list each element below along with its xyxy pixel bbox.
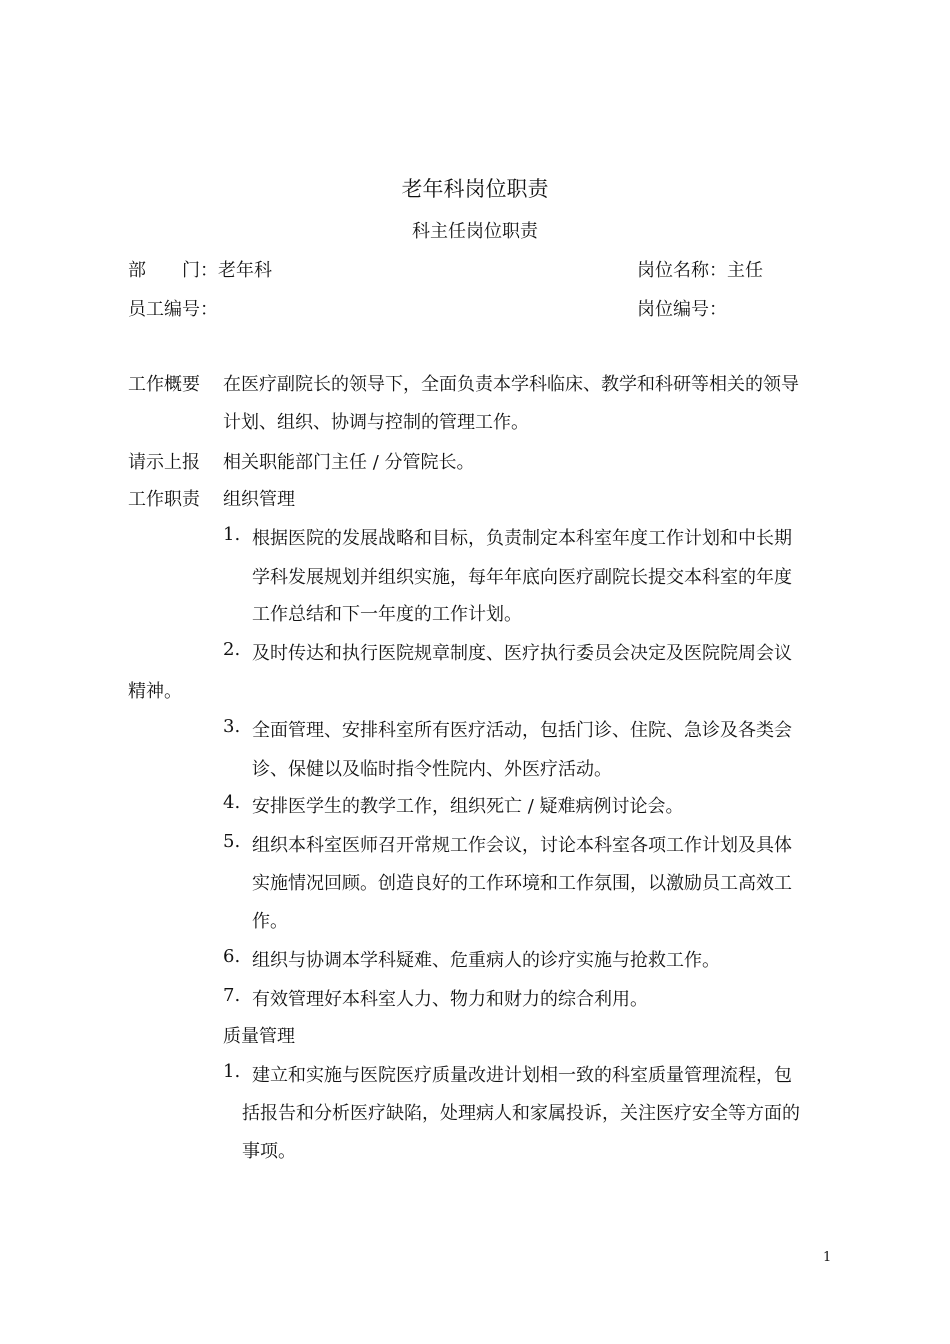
list-item-number: 5.	[223, 831, 241, 852]
summary-line: 在医疗副院长的领导下，全面负责本学科临床、教学和科研等相关的领导	[223, 374, 799, 395]
list-item-line: 诊、保健以及临时指令性院内、外医疗活动。	[252, 759, 612, 780]
list-item-number: 6.	[223, 946, 241, 967]
duties-label: 工作职责	[128, 489, 200, 510]
list-item-line: 实施情况回顾。创造良好的工作环境和工作氛围，以激励员工高效工	[252, 873, 792, 894]
report-label: 请示上报	[128, 452, 200, 473]
list-item-line: 作。	[252, 911, 288, 932]
document-subtitle: 科主任岗位职责	[412, 221, 538, 242]
summary-label: 工作概要	[128, 374, 200, 395]
list-item-number: 3.	[223, 716, 241, 737]
list-item-number: 1.	[223, 1061, 241, 1082]
list-item-line: 组织本科室医师召开常规工作会议，讨论本科室各项工作计划及具体	[252, 835, 792, 856]
list-item-number: 2.	[223, 639, 241, 660]
section-title-quality: 质量管理	[223, 1026, 295, 1047]
list-item-line: 括报告和分析医疗缺陷，处理病人和家属投诉，关注医疗安全等方面的	[242, 1103, 800, 1124]
list-item-line: 有效管理好本科室人力、物力和财力的综合利用。	[252, 989, 648, 1010]
position-id-label: 岗位编号：	[637, 299, 727, 320]
list-item-line: 组织与协调本学科疑难、危重病人的诊疗实施与抢救工作。	[252, 950, 720, 971]
position-name-label: 岗位名称：	[637, 260, 727, 281]
report-text: 相关职能部门主任 / 分管院长。	[223, 452, 475, 473]
department-value: 老年科	[218, 260, 272, 281]
list-item-line: 全面管理、安排科室所有医疗活动，包括门诊、住院、急诊及各类会	[252, 720, 792, 741]
page-number: 1	[823, 1250, 832, 1265]
position-name-value: 主任	[727, 260, 763, 281]
document-title: 老年科岗位职责	[401, 177, 549, 201]
list-item-line: 安排医学生的教学工作，组织死亡 / 疑难病例讨论会。	[252, 796, 684, 817]
department-label: 部 门：	[128, 260, 218, 281]
list-item-line: 事项。	[242, 1141, 296, 1162]
list-item-number: 4.	[223, 792, 241, 813]
list-item-line: 学科发展规划并组织实施，每年年底向医疗副院长提交本科室的年度	[252, 567, 792, 588]
list-item-line: 根据医院的发展战略和目标，负责制定本科室年度工作计划和中长期	[252, 528, 792, 549]
list-item-number: 1.	[223, 524, 241, 545]
department-field	[128, 256, 272, 282]
list-item-line: 建立和实施与医院医疗质量改进计划相一致的科室质量管理流程，包	[252, 1065, 792, 1086]
employee-id-label: 员工编号：	[128, 299, 218, 320]
list-item-overflow: 精神。	[128, 681, 182, 702]
list-item-line: 工作总结和下一年度的工作计划。	[252, 604, 522, 625]
list-item-line: 及时传达和执行医院规章制度、医疗执行委员会决定及医院院周会议	[252, 643, 792, 664]
list-item-number: 7.	[223, 985, 241, 1006]
position-name-field	[637, 256, 763, 282]
summary-line: 计划、组织、协调与控制的管理工作。	[223, 412, 529, 433]
section-title-organization: 组织管理	[223, 489, 295, 510]
